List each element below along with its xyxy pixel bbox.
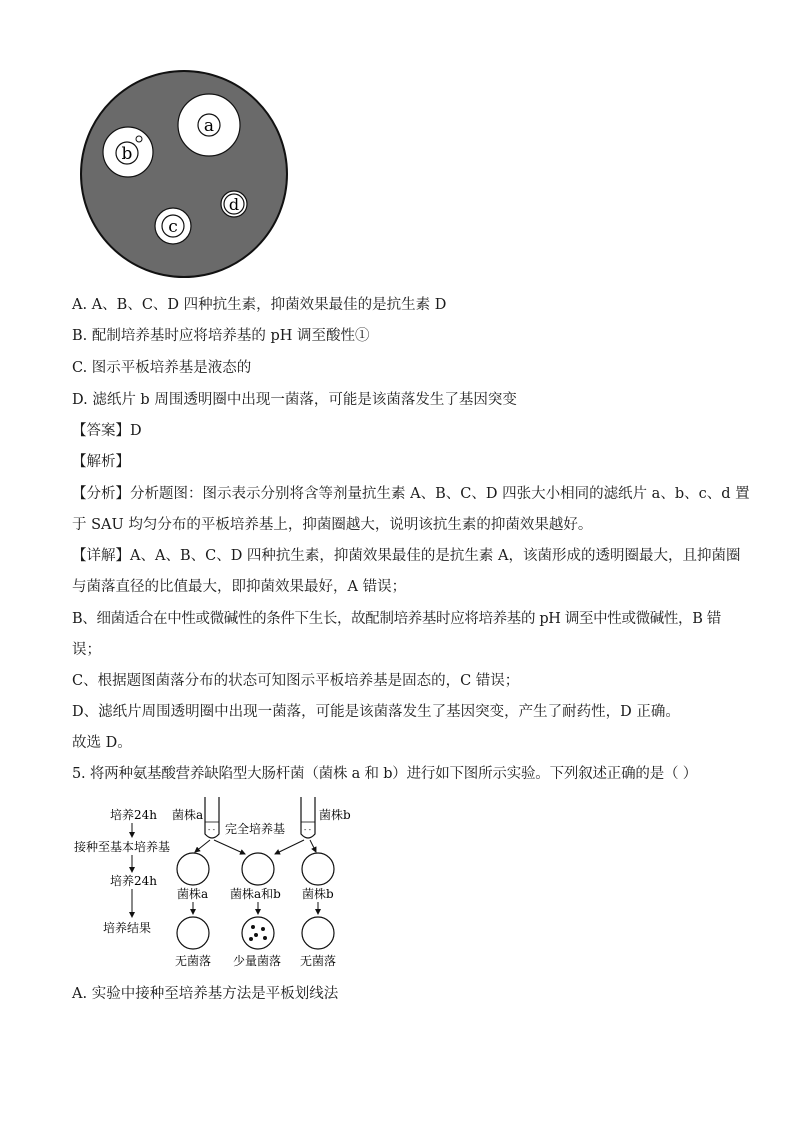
step-label-4: 培养结果 (103, 921, 152, 935)
plate-label-b: 菌株b (302, 887, 334, 901)
plate-label-a: 菌株a (177, 887, 209, 901)
step-label-3: 培养24h (110, 874, 157, 888)
fenxi-line-2: 于 SAU 均匀分布的平板培养基上，抑菌圈越大，说明该抗生素的抑菌效果越好。 (72, 517, 593, 533)
tube-a-label: 菌株a (172, 808, 204, 822)
plate-label-ab: 菌株a和b (230, 887, 281, 901)
colony-dot (254, 933, 258, 937)
q5-stem: 5. 将两种氨基酸营养缺陷型大肠杆菌（菌株 a 和 b）进行如下图所示实验。下列叙述正确的是（ ） (72, 766, 698, 782)
experiment-diagram (70, 792, 370, 974)
colony-dot (263, 936, 267, 940)
disk-label-a: a (203, 116, 215, 136)
q5-option-a: A. 实验中接种至培养基方法是平板划线法 (72, 986, 339, 1002)
result-label-a: 无菌落 (175, 954, 212, 968)
answer-value: D (130, 423, 142, 439)
svg-text:- -: - - (208, 826, 215, 834)
xiangjie-line-1: 【详解】A、A、B、C、D 四种抗生素，抑菌效果最佳的是抗生素 A，该菌形成的透明圈最大，且抑菌圈 (72, 548, 741, 564)
step-label-1: 培养24h (110, 808, 157, 822)
result-plate-a (177, 917, 209, 949)
option-c: C. 图示平板培养基是液态的 (72, 360, 252, 376)
result-plate-ab (242, 917, 274, 949)
disk-label-c: c (168, 217, 178, 237)
xiangjie-tag: 【详解】 (72, 548, 130, 564)
xiangjie-line-2: 与菌落直径的比值最大，即抑菌效果最好，A 错误； (72, 579, 407, 595)
disk-label-d: d (228, 195, 240, 214)
plate-strain-b (302, 853, 334, 885)
xiangjie-line-4: 误； (72, 642, 101, 658)
answer-line (72, 421, 142, 441)
petri-dish-figure (78, 68, 290, 280)
xiangjie-line-6: D、滤纸片周围透明圈中出现一菌落，可能是该菌落发生了基因突变，产生了耐药性，D 正确。 (72, 704, 680, 720)
analysis-tag: 【解析】 (72, 454, 130, 470)
complete-medium-label: 完全培养基 (225, 822, 286, 836)
step-label-2: 接种至基本培养基 (74, 840, 171, 854)
option-a: A. A、B、C、D 四种抗生素，抑菌效果最佳的是抗生素 D (72, 297, 447, 313)
conclusion-line: 故选 D。 (72, 735, 132, 751)
tube-b-label: 菌株b (319, 808, 351, 822)
option-b: B. 配制培养基时应将培养基的 pH 调至酸性① (72, 328, 370, 344)
disk-label-b: b (121, 144, 133, 164)
plate-strain-a (177, 853, 209, 885)
plate-strain-ab (242, 853, 274, 885)
xiangjie-line-5: C、根据题图菌落分布的状态可知图示平板培养基是固态的，C 错误； (72, 673, 520, 689)
colony-dot (251, 925, 255, 929)
fenxi-line-1: 【分析】分析题图：图示表示分别将含等剂量抗生素 A、B、C、D 四张大小相同的滤纸片 a、b、c、d 置 (72, 486, 750, 502)
colony-in-zone-b (136, 136, 142, 142)
result-plate-b (302, 917, 334, 949)
petri-dish (81, 71, 287, 277)
option-d: D. 滤纸片 b 周围透明圈中出现一菌落，可能是该菌落发生了基因突变 (72, 392, 517, 408)
colony-dot (261, 927, 265, 931)
result-label-b: 无菌落 (300, 954, 337, 968)
svg-text:- -: - - (304, 826, 311, 834)
answer-tag: 【答案】 (72, 423, 130, 439)
colony-dot (249, 937, 253, 941)
result-label-ab: 少量菌落 (233, 954, 282, 968)
fenxi-tag: 【分析】 (72, 486, 130, 502)
xiangjie-line-3: B、细菌适合在中性或微碱性的条件下生长，故配制培养基时应将培养基的 pH 调至中性或微碱性，B 错 (72, 611, 721, 627)
